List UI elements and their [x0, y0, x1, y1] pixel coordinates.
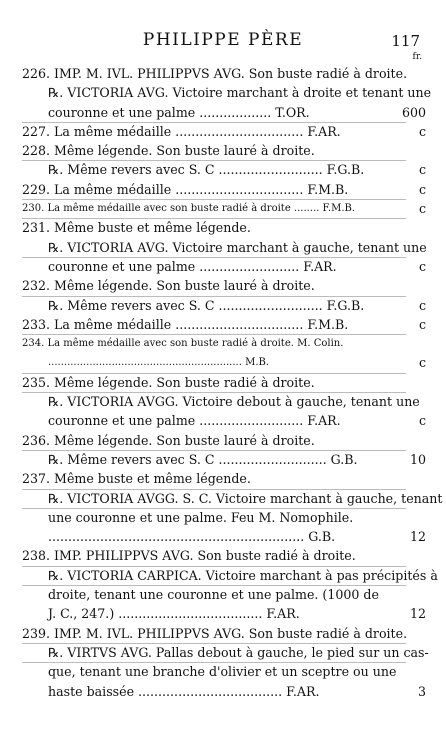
catalog-line: [0, 489, 446, 508]
price-value: 3: [417, 683, 426, 699]
catalog-line-text: J. C., 247.) .................................... F.AR.: [48, 606, 300, 622]
catalog-line-text: droite, tenant une couronne et une palme. (1000 de: [48, 587, 379, 603]
catalog-line: [0, 450, 446, 469]
catalog-line: [0, 64, 446, 83]
catalog-line-text: ℞. VICTORIA AVGG. Victoire debout à gauche, tenant une: [48, 394, 420, 410]
catalog-line-text: 231. Même buste et même légende.: [22, 220, 251, 236]
catalog-line: [0, 199, 446, 218]
catalog-line-text: couronne et une palme .................. T.OR.: [48, 104, 310, 120]
catalog-line-text: ℞. VICTORIA AVGG. S. C. Victoire marchant à gauche, tenant: [48, 490, 443, 506]
catalog-line-text: ℞. Même revers avec S. C .......................... F.G.B.: [48, 162, 365, 178]
catalog-line-text: 239. IMP. M. IVL. PHILIPPVS AVG. Son buste radié à droite.: [22, 625, 408, 641]
price-value: 12: [409, 529, 426, 545]
catalog-line-text: ............................................................. M.B.: [48, 357, 270, 369]
catalog-line: [0, 83, 446, 102]
price-value: 12: [409, 606, 426, 622]
catalog-line: [0, 566, 446, 585]
price-value: c: [418, 316, 426, 332]
price-value: c: [418, 297, 426, 313]
catalog-line-text: que, tenant une branche d'olivier et un sceptre ou une: [48, 664, 397, 680]
catalog-line-text: ℞. VIRTVS AVG. Pallas debout à gauche, le pied sur un cas-: [48, 644, 429, 660]
catalog-line-text: ℞. Même revers avec S. C .......................... F.G.B.: [48, 297, 365, 313]
catalog-line-text: 234. La même médaille avec son buste radié à droite. M. Colin.: [22, 338, 344, 350]
catalog-line: [0, 180, 446, 199]
price-value: c: [418, 413, 426, 429]
catalog-line: [0, 546, 446, 565]
catalog-line-text: 232. Même légende. Son buste lauré à droite.: [22, 278, 315, 294]
catalog-line: [0, 103, 446, 122]
catalog-line-text: ℞. VICTORIA CARPICA. Victoire marchant à pas précipités à: [48, 567, 438, 583]
catalog-line-text: ℞. VICTORIA AVG. Victoire marchant à gauche, tenant une: [48, 239, 427, 255]
catalog-line: [0, 373, 446, 392]
catalog-line: [0, 218, 446, 237]
catalog-line: [0, 431, 446, 450]
catalog-line: [0, 604, 446, 623]
catalog-line-text: couronne et une palme .......................... F.AR.: [48, 413, 341, 429]
catalog-line: [0, 624, 446, 643]
price-value: c: [418, 162, 426, 178]
catalog-line-text: 229. La même médaille ................................ F.M.B.: [22, 181, 349, 197]
price-value: c: [418, 123, 426, 139]
page-number: 117: [391, 32, 420, 50]
catalog-line-text: 227. La même médaille ................................ F.AR.: [22, 123, 341, 139]
catalog-line: [0, 411, 446, 430]
catalog-line: [0, 334, 446, 353]
catalog-line: [0, 392, 446, 411]
catalog-line-text: 226. IMP. M. IVL. PHILIPPVS AVG. Son buste radié à droite.: [22, 66, 408, 81]
price-value: 600: [401, 104, 426, 120]
catalog-line-text: 230. La même médaille avec son buste radié à droite ........ F.M.B.: [22, 203, 356, 215]
price-unit-label: fr.: [412, 52, 422, 62]
price-value: 10: [409, 451, 426, 467]
catalog-line-text: ℞. VICTORIA AVG. Victoire marchant à droite et tenant une: [48, 85, 432, 101]
catalog-line: [0, 276, 446, 295]
catalog-line-text: 228. Même légende. Son buste lauré à droite.: [22, 143, 315, 159]
catalog-entries: [0, 64, 446, 701]
catalog-line-text: 235. Même légende. Son buste radié à droite.: [22, 374, 315, 390]
price-value: c: [418, 258, 426, 274]
page-title: PHILIPPE PÈRE: [142, 30, 304, 50]
catalog-line-text: 236. Même légende. Son buste lauré à droite.: [22, 432, 315, 448]
catalog-line: [0, 353, 446, 372]
catalog-line: [0, 257, 446, 276]
catalog-line: [0, 315, 446, 334]
catalog-line-text: une couronne et une palme. Feu M. Nomophile.: [48, 509, 354, 525]
catalog-line: [0, 508, 446, 527]
catalog-line-text: ................................................................ G.B.: [48, 529, 336, 545]
catalog-line-text: 233. La même médaille ................................ F.M.B.: [22, 316, 349, 332]
catalog-line: [0, 469, 446, 488]
catalog-line: [0, 141, 446, 160]
catalog-line: [0, 682, 446, 701]
catalog-line: [0, 296, 446, 315]
price-value: c: [418, 181, 426, 197]
catalog-line: [0, 238, 446, 257]
price-value: c: [418, 355, 426, 371]
catalog-line: [0, 585, 446, 604]
catalog-line: [0, 527, 446, 546]
catalog-line-text: couronne et une palme ......................... F.AR.: [48, 258, 337, 274]
catalog-line-text: ℞. Même revers avec S. C ........................... G.B.: [48, 451, 358, 467]
catalog-line: [0, 122, 446, 141]
catalog-line: [0, 160, 446, 179]
price-value: c: [418, 201, 426, 217]
catalog-line-text: haste baissée .................................... F.AR.: [48, 683, 320, 699]
catalog-line-text: 238. IMP. PHILIPPVS AVG. Son buste radié à droite.: [22, 548, 356, 564]
catalog-line: [0, 662, 446, 681]
catalog-line-text: 237. Même buste et même légende.: [22, 471, 251, 487]
catalog-line: [0, 643, 446, 662]
